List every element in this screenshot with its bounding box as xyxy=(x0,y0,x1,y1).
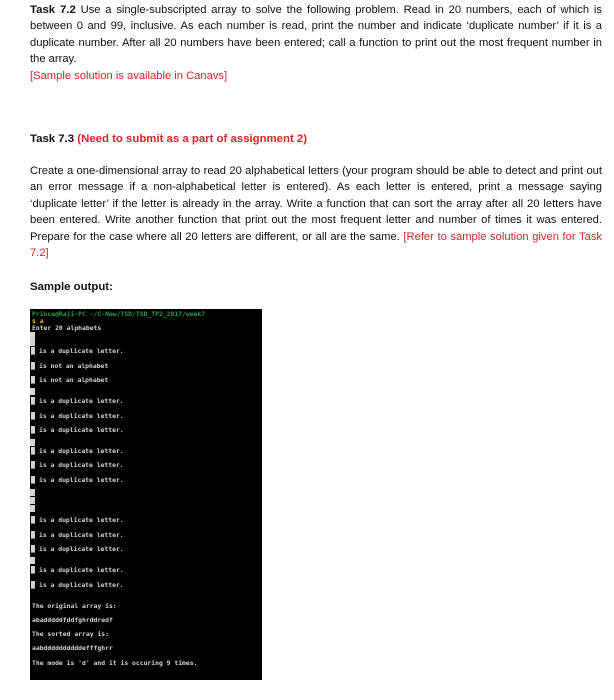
task-7-3-heading: Task 7.3 xyxy=(30,133,75,145)
task-7-3-submit-note: (Need to submit as a part of assignment 2) xyxy=(77,133,308,145)
task-7-3-refer-note: [Refer to sample solution given for Task 7.2] xyxy=(30,230,603,260)
sample-output-heading: Sample output: xyxy=(30,281,113,293)
terminal-input-marker: █ xyxy=(31,476,35,484)
terminal-cursor xyxy=(30,388,35,395)
terminal-output xyxy=(30,309,262,680)
terminal-input-marker: █ xyxy=(31,447,35,455)
terminal-line: The mode is 'd' and it is occuring 9 times. xyxy=(32,659,198,667)
terminal-line: is a duplicate letter. xyxy=(39,426,124,434)
task-7-2-heading: Task 7.2 xyxy=(30,4,76,16)
terminal-cursor xyxy=(30,339,35,346)
terminal-line: The sorted array is: xyxy=(32,630,109,638)
terminal-input-marker: █ xyxy=(31,412,35,420)
terminal-line: is a duplicate letter. xyxy=(39,581,124,589)
task-7-2-paragraph xyxy=(30,2,602,84)
task-7-3-text: Create a one-dimensional array to read 20 alphabetical letters (your program should be able to detect and print out an error message if a non-alphabetical letter is entered). As each letter is entered, print a message saying ‘duplicate letter’ if the letter is already in the array. Write a function that can sort the array after all 20 letters have been entered. Write another function that print out the most frequent letter and number of times it was entered. Prepare for the case where all 20 letters are different, or all are the same. xyxy=(30,165,602,243)
terminal-input-marker: █ xyxy=(31,516,35,524)
terminal-input-marker: █ xyxy=(31,397,35,405)
terminal-line: is not an alphabet xyxy=(39,376,109,384)
terminal-line: abadddddfddfghrddredf xyxy=(32,616,113,624)
task-7-3-paragraph xyxy=(30,163,602,261)
terminal-line: is a duplicate letter. xyxy=(39,397,124,405)
terminal-line: is a duplicate letter. xyxy=(39,516,124,524)
terminal-cursor xyxy=(30,439,35,446)
terminal-line: is a duplicate letter. xyxy=(39,412,124,420)
terminal-prompt-command: $ a xyxy=(32,317,44,325)
terminal-line: is a duplicate letter. xyxy=(39,476,124,484)
terminal-line: is a duplicate letter. xyxy=(39,545,124,553)
terminal-line: aabddddddddddefffghrr xyxy=(32,644,113,652)
task-7-2-text: Use a single-subscripted array to solve the following problem. Read in 20 numbers, each of which is between 0 and 99, inclusive. As each number is read, print the number and indicate ‘duplicate number’ if it is a duplicate number. After all 20 numbers have been entered; call a function to print out the most frequent number in the array. xyxy=(30,4,602,66)
terminal-line: The original array is: xyxy=(32,602,117,610)
terminal-input-marker: █ xyxy=(31,566,35,574)
terminal-cursor xyxy=(30,497,35,504)
terminal-prompt-path: Prince@Raji-PC ~/C-New/TSD/TSD_TP2_2017/week7 xyxy=(32,310,206,318)
terminal-line: is a duplicate letter. xyxy=(39,447,124,455)
terminal-cursor xyxy=(30,557,35,564)
terminal-input-marker: █ xyxy=(31,545,35,553)
terminal-cursor xyxy=(30,505,35,512)
terminal-line: is a duplicate letter. xyxy=(39,461,124,469)
terminal-cursor xyxy=(30,489,35,496)
terminal-line: is a duplicate letter. xyxy=(39,531,124,539)
task-7-2-note: [Sample solution is available in Canavs] xyxy=(30,69,228,82)
terminal-cursor xyxy=(30,332,35,339)
terminal-line: is a duplicate letter. xyxy=(39,347,124,355)
terminal-line: is a duplicate letter. xyxy=(39,566,124,574)
terminal-input-marker: █ xyxy=(31,426,35,434)
terminal-input-marker: █ xyxy=(31,347,35,355)
terminal-input-marker: █ xyxy=(31,581,35,589)
terminal-input-marker: █ xyxy=(31,531,35,539)
terminal-input-marker: █ xyxy=(31,461,35,469)
terminal-line: is not an alphabet xyxy=(39,362,109,370)
terminal-input-marker: █ xyxy=(31,376,35,384)
terminal-line: Enter 20 alphabets xyxy=(32,324,102,332)
terminal-input-marker: █ xyxy=(31,362,35,370)
task-7-3-heading-line xyxy=(30,133,307,145)
